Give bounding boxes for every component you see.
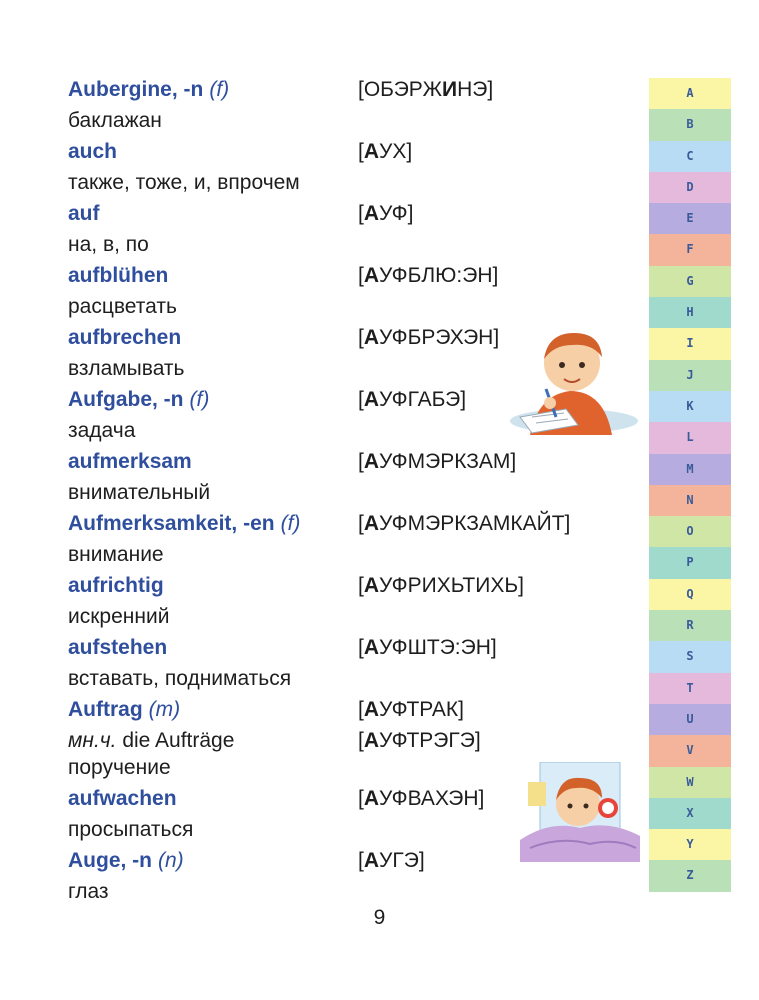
alphabet-tab-m[interactable]: M — [649, 454, 731, 485]
alphabet-tab-c[interactable]: C — [649, 141, 731, 172]
headword: Auftrag — [68, 698, 143, 721]
grammar-mark: (f) — [209, 78, 230, 101]
headword: aufmerksam — [68, 450, 192, 473]
alphabet-tab-k[interactable]: K — [649, 391, 731, 422]
alphabet-tab-p[interactable]: P — [649, 547, 731, 578]
alphabet-tab-n[interactable]: N — [649, 485, 731, 516]
entry — [68, 134, 638, 196]
alphabet-tab-q[interactable]: Q — [649, 579, 731, 610]
headword: Aufmerksamkeit, -en — [68, 512, 275, 535]
headword: aufrichtig — [68, 574, 164, 597]
headword: auf — [68, 202, 100, 225]
grammar-mark: (f) — [189, 388, 210, 411]
entry — [68, 258, 638, 320]
alphabet-tab-r[interactable]: R — [649, 610, 731, 641]
transcription: [АУФВАХЭН] — [358, 787, 485, 810]
translation: внимание — [68, 543, 164, 566]
translation: поручение — [68, 756, 171, 779]
translation: вставать, подниматься — [68, 667, 292, 690]
headword: Aufgabe, -n — [68, 388, 184, 411]
translation: на, в, по — [68, 233, 149, 256]
translation: баклажан — [68, 109, 162, 132]
transcription: [АУФ] — [358, 202, 414, 225]
headword: auch — [68, 140, 118, 163]
entry — [68, 630, 638, 692]
headword: Auge, -n — [68, 849, 152, 872]
alphabet-tab-x[interactable]: X — [649, 798, 731, 829]
translation: просыпаться — [68, 818, 194, 841]
alphabet-tab-t[interactable]: T — [649, 673, 731, 704]
alphabet-tab-z[interactable]: Z — [649, 860, 731, 891]
boy-writing-illustration — [508, 325, 640, 435]
alphabet-tab-l[interactable]: L — [649, 422, 731, 453]
alphabet-tab-d[interactable]: D — [649, 172, 731, 203]
transcription: [АУФМЭРКЗАМ] — [358, 450, 517, 473]
plural-transcription: [АУФТРЭГЭ] — [358, 729, 481, 752]
translation: внимательный — [68, 481, 211, 504]
entry — [68, 444, 638, 506]
headword: aufblühen — [68, 264, 169, 287]
plural-line — [68, 727, 638, 754]
headword: aufwachen — [68, 787, 177, 810]
transcription: [АУФШТЭ:ЭН] — [358, 636, 497, 659]
alphabet-tab-g[interactable]: G — [649, 266, 731, 297]
alphabet-tab-y[interactable]: Y — [649, 829, 731, 860]
translation: взламывать — [68, 357, 185, 380]
alphabet-tab-j[interactable]: J — [649, 360, 731, 391]
headword: Aubergine, -n — [68, 78, 204, 101]
plural-label: мн.ч. — [68, 729, 117, 752]
boy-waking-illustration — [520, 762, 640, 862]
alphabet-tab-v[interactable]: V — [649, 735, 731, 766]
transcription: [АУФРИХЬТИХЬ] — [358, 574, 524, 597]
transcription: [АУФБЛЮ:ЭН] — [358, 264, 499, 287]
transcription: [АУФБРЭХЭН] — [358, 326, 500, 349]
alphabet-tab-h[interactable]: H — [649, 297, 731, 328]
entry — [68, 72, 638, 134]
transcription: [АУГЭ] — [358, 849, 425, 872]
alphabet-tab-i[interactable]: I — [649, 328, 731, 359]
transcription: [АУФГАБЭ] — [358, 388, 467, 411]
translation: расцветать — [68, 295, 177, 318]
grammar-mark: (n) — [158, 849, 184, 872]
transcription: [АУХ] — [358, 140, 413, 163]
alphabet-tab-b[interactable]: B — [649, 109, 731, 140]
alphabet-tab-s[interactable]: S — [649, 641, 731, 672]
grammar-mark: (m) — [148, 698, 181, 721]
alphabet-tab-e[interactable]: E — [649, 203, 731, 234]
translation: глаз — [68, 880, 109, 903]
transcription: [АУФТРАК] — [358, 698, 464, 721]
alphabet-index — [649, 78, 731, 892]
alphabet-tab-u[interactable]: U — [649, 704, 731, 735]
page-number: 9 — [373, 906, 386, 929]
alphabet-tab-o[interactable]: O — [649, 516, 731, 547]
translation: также, тоже, и, впрочем — [68, 171, 300, 194]
alphabet-tab-a[interactable]: A — [649, 78, 731, 109]
transcription: [ОБЭРЖИНЭ] — [358, 78, 494, 101]
headword: aufstehen — [68, 636, 168, 659]
translation: искренний — [68, 605, 170, 628]
entry — [68, 196, 638, 258]
headword: aufbrechen — [68, 326, 182, 349]
alphabet-tab-w[interactable]: W — [649, 767, 731, 798]
grammar-mark: (f) — [280, 512, 301, 535]
entry — [68, 568, 638, 630]
alphabet-tab-f[interactable]: F — [649, 234, 731, 265]
transcription: [АУФМЭРКЗАМКАЙТ] — [358, 512, 571, 535]
entry — [68, 506, 638, 568]
plural-word: die Aufträge — [116, 729, 235, 752]
translation: задача — [68, 419, 136, 442]
